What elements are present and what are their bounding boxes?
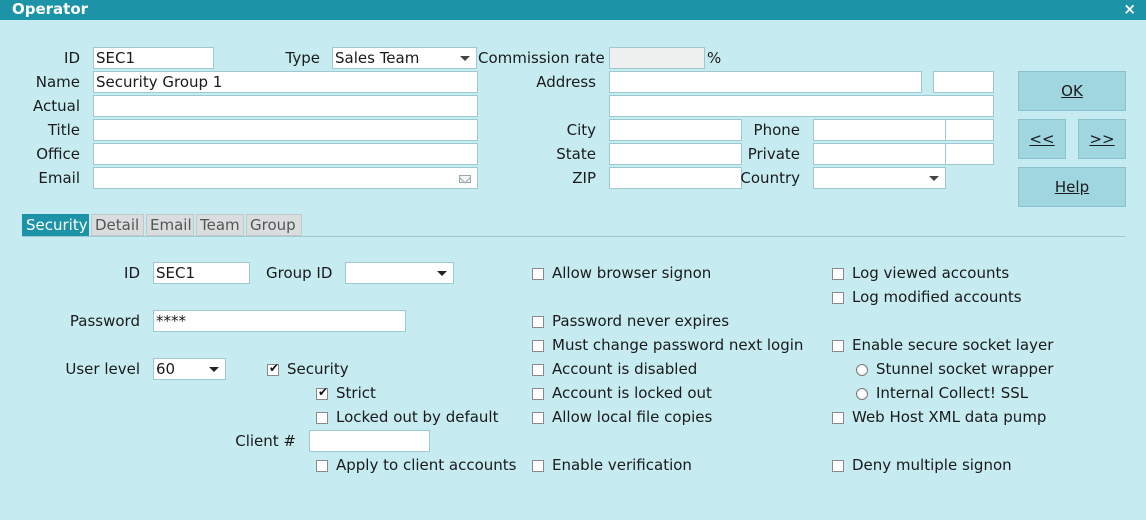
security-id-field[interactable]: SEC1: [153, 262, 250, 284]
title-bar: [0, 0, 1146, 20]
address-line1-field[interactable]: [609, 71, 922, 93]
tab-email[interactable]: Email: [146, 214, 194, 236]
commission-field[interactable]: [609, 47, 705, 69]
checkmark-icon: ✔: [318, 385, 329, 399]
client-number-label: Client #: [235, 432, 296, 450]
id-field[interactable]: SEC1: [93, 47, 214, 69]
strict-checkbox-label: Strict: [336, 384, 376, 402]
state-field[interactable]: [609, 143, 742, 165]
title-field[interactable]: [93, 119, 478, 141]
must-change-password-label: Must change password next login: [552, 336, 804, 354]
email-label: Email: [38, 169, 80, 187]
window-title: Operator: [12, 0, 89, 18]
log-viewed-accounts-checkbox[interactable]: [832, 268, 844, 280]
address-line2-field[interactable]: [609, 95, 994, 117]
user-level-label: User level: [65, 360, 140, 378]
log-viewed-accounts-label: Log viewed accounts: [852, 264, 1010, 282]
password-field[interactable]: ****: [153, 310, 406, 332]
chevron-down-icon: [460, 56, 470, 61]
help-button-label: Help: [1054, 178, 1090, 196]
account-locked-checkbox[interactable]: [532, 388, 544, 400]
enable-verification-label: Enable verification: [552, 456, 692, 474]
apply-client-accounts-label: Apply to client accounts: [336, 456, 517, 474]
allow-local-file-copies-checkbox[interactable]: [532, 412, 544, 424]
close-icon[interactable]: ×: [1123, 0, 1136, 18]
tab-divider: [22, 236, 1126, 237]
security-checkbox[interactable]: [267, 361, 280, 376]
actual-field[interactable]: [93, 95, 478, 117]
zip-label: ZIP: [572, 169, 596, 187]
ok-button[interactable]: [1018, 71, 1126, 111]
account-disabled-checkbox[interactable]: [532, 364, 544, 376]
private-label: Private: [747, 145, 800, 163]
account-disabled-label: Account is disabled: [552, 360, 698, 378]
log-modified-accounts-label: Log modified accounts: [852, 288, 1022, 306]
apply-client-accounts-checkbox[interactable]: [316, 460, 328, 472]
deny-multiple-signon-checkbox[interactable]: [832, 460, 844, 472]
enable-ssl-checkbox[interactable]: [832, 340, 844, 352]
percent-label: %: [707, 49, 722, 67]
locked-out-default-label: Locked out by default: [336, 408, 499, 426]
password-never-expires-label: Password never expires: [552, 312, 730, 330]
ok-button-label: OK: [1061, 82, 1083, 100]
actual-label: Actual: [33, 97, 80, 115]
title-label: Title: [47, 121, 80, 139]
phone-field[interactable]: [813, 119, 946, 141]
zip-field[interactable]: [609, 167, 742, 189]
enable-verification-checkbox[interactable]: [532, 460, 544, 472]
chevron-down-icon: [209, 367, 219, 372]
tab-security[interactable]: Security: [22, 214, 89, 236]
previous-button[interactable]: [1018, 119, 1066, 159]
chevron-down-icon: [437, 271, 447, 276]
user-level-select-value: 60: [156, 360, 176, 378]
allow-local-file-copies-label: Allow local file copies: [552, 408, 713, 426]
enable-ssl-label: Enable secure socket layer: [852, 336, 1054, 354]
web-host-xml-label: Web Host XML data pump: [852, 408, 1047, 426]
user-level-select[interactable]: [153, 358, 226, 380]
address-suite-field[interactable]: [933, 71, 994, 93]
allow-browser-signon-label: Allow browser signon: [552, 264, 712, 282]
id-label: ID: [64, 49, 80, 67]
tab-team[interactable]: Team: [196, 214, 244, 236]
log-modified-accounts-checkbox[interactable]: [832, 292, 844, 304]
state-label: State: [556, 145, 596, 163]
previous-button-label: <<: [1029, 130, 1055, 148]
type-label: Type: [285, 49, 320, 67]
security-checkbox-label: Security: [287, 360, 349, 378]
checkmark-icon: ✔: [269, 361, 280, 375]
private-ext-field[interactable]: [945, 143, 994, 165]
allow-browser-signon-checkbox[interactable]: [532, 268, 544, 280]
internal-ssl-radio-label: Internal Collect! SSL: [876, 384, 1029, 402]
client-number-field[interactable]: [309, 430, 430, 452]
country-select[interactable]: [813, 167, 946, 189]
office-label: Office: [36, 145, 80, 163]
email-field[interactable]: [93, 167, 478, 189]
private-field[interactable]: [813, 143, 946, 165]
group-id-select[interactable]: [345, 262, 454, 284]
security-id-label: ID: [124, 264, 140, 282]
stunnel-radio-label: Stunnel socket wrapper: [876, 360, 1054, 378]
city-field[interactable]: [609, 119, 742, 141]
account-locked-label: Account is locked out: [552, 384, 712, 402]
locked-out-default-checkbox[interactable]: [316, 412, 328, 424]
next-button-label: >>: [1089, 130, 1115, 148]
help-button[interactable]: [1018, 167, 1126, 207]
stunnel-radio[interactable]: [856, 364, 868, 376]
internal-ssl-radio[interactable]: [856, 388, 868, 400]
type-select[interactable]: [332, 47, 477, 69]
commission-label: Commission rate: [478, 49, 605, 67]
tab-group[interactable]: Group: [246, 214, 302, 236]
deny-multiple-signon-label: Deny multiple signon: [852, 456, 1012, 474]
office-field[interactable]: [93, 143, 478, 165]
password-label: Password: [69, 312, 140, 330]
name-field[interactable]: Security Group 1: [93, 71, 478, 93]
chevron-down-icon: [929, 176, 939, 181]
must-change-password-checkbox[interactable]: [532, 340, 544, 352]
password-never-expires-checkbox[interactable]: [532, 316, 544, 328]
type-select-value: Sales Team: [335, 49, 420, 67]
web-host-xml-checkbox[interactable]: [832, 412, 844, 424]
group-id-label: Group ID: [266, 264, 333, 282]
name-label: Name: [35, 73, 80, 91]
mail-icon[interactable]: [459, 175, 471, 183]
strict-checkbox[interactable]: [316, 385, 329, 400]
tab-detail[interactable]: Detail: [91, 214, 144, 236]
city-label: City: [566, 121, 596, 139]
country-label: Country: [740, 169, 800, 187]
next-button[interactable]: [1078, 119, 1126, 159]
address-label: Address: [536, 73, 596, 91]
phone-ext-field[interactable]: [945, 119, 994, 141]
phone-label: Phone: [753, 121, 800, 139]
